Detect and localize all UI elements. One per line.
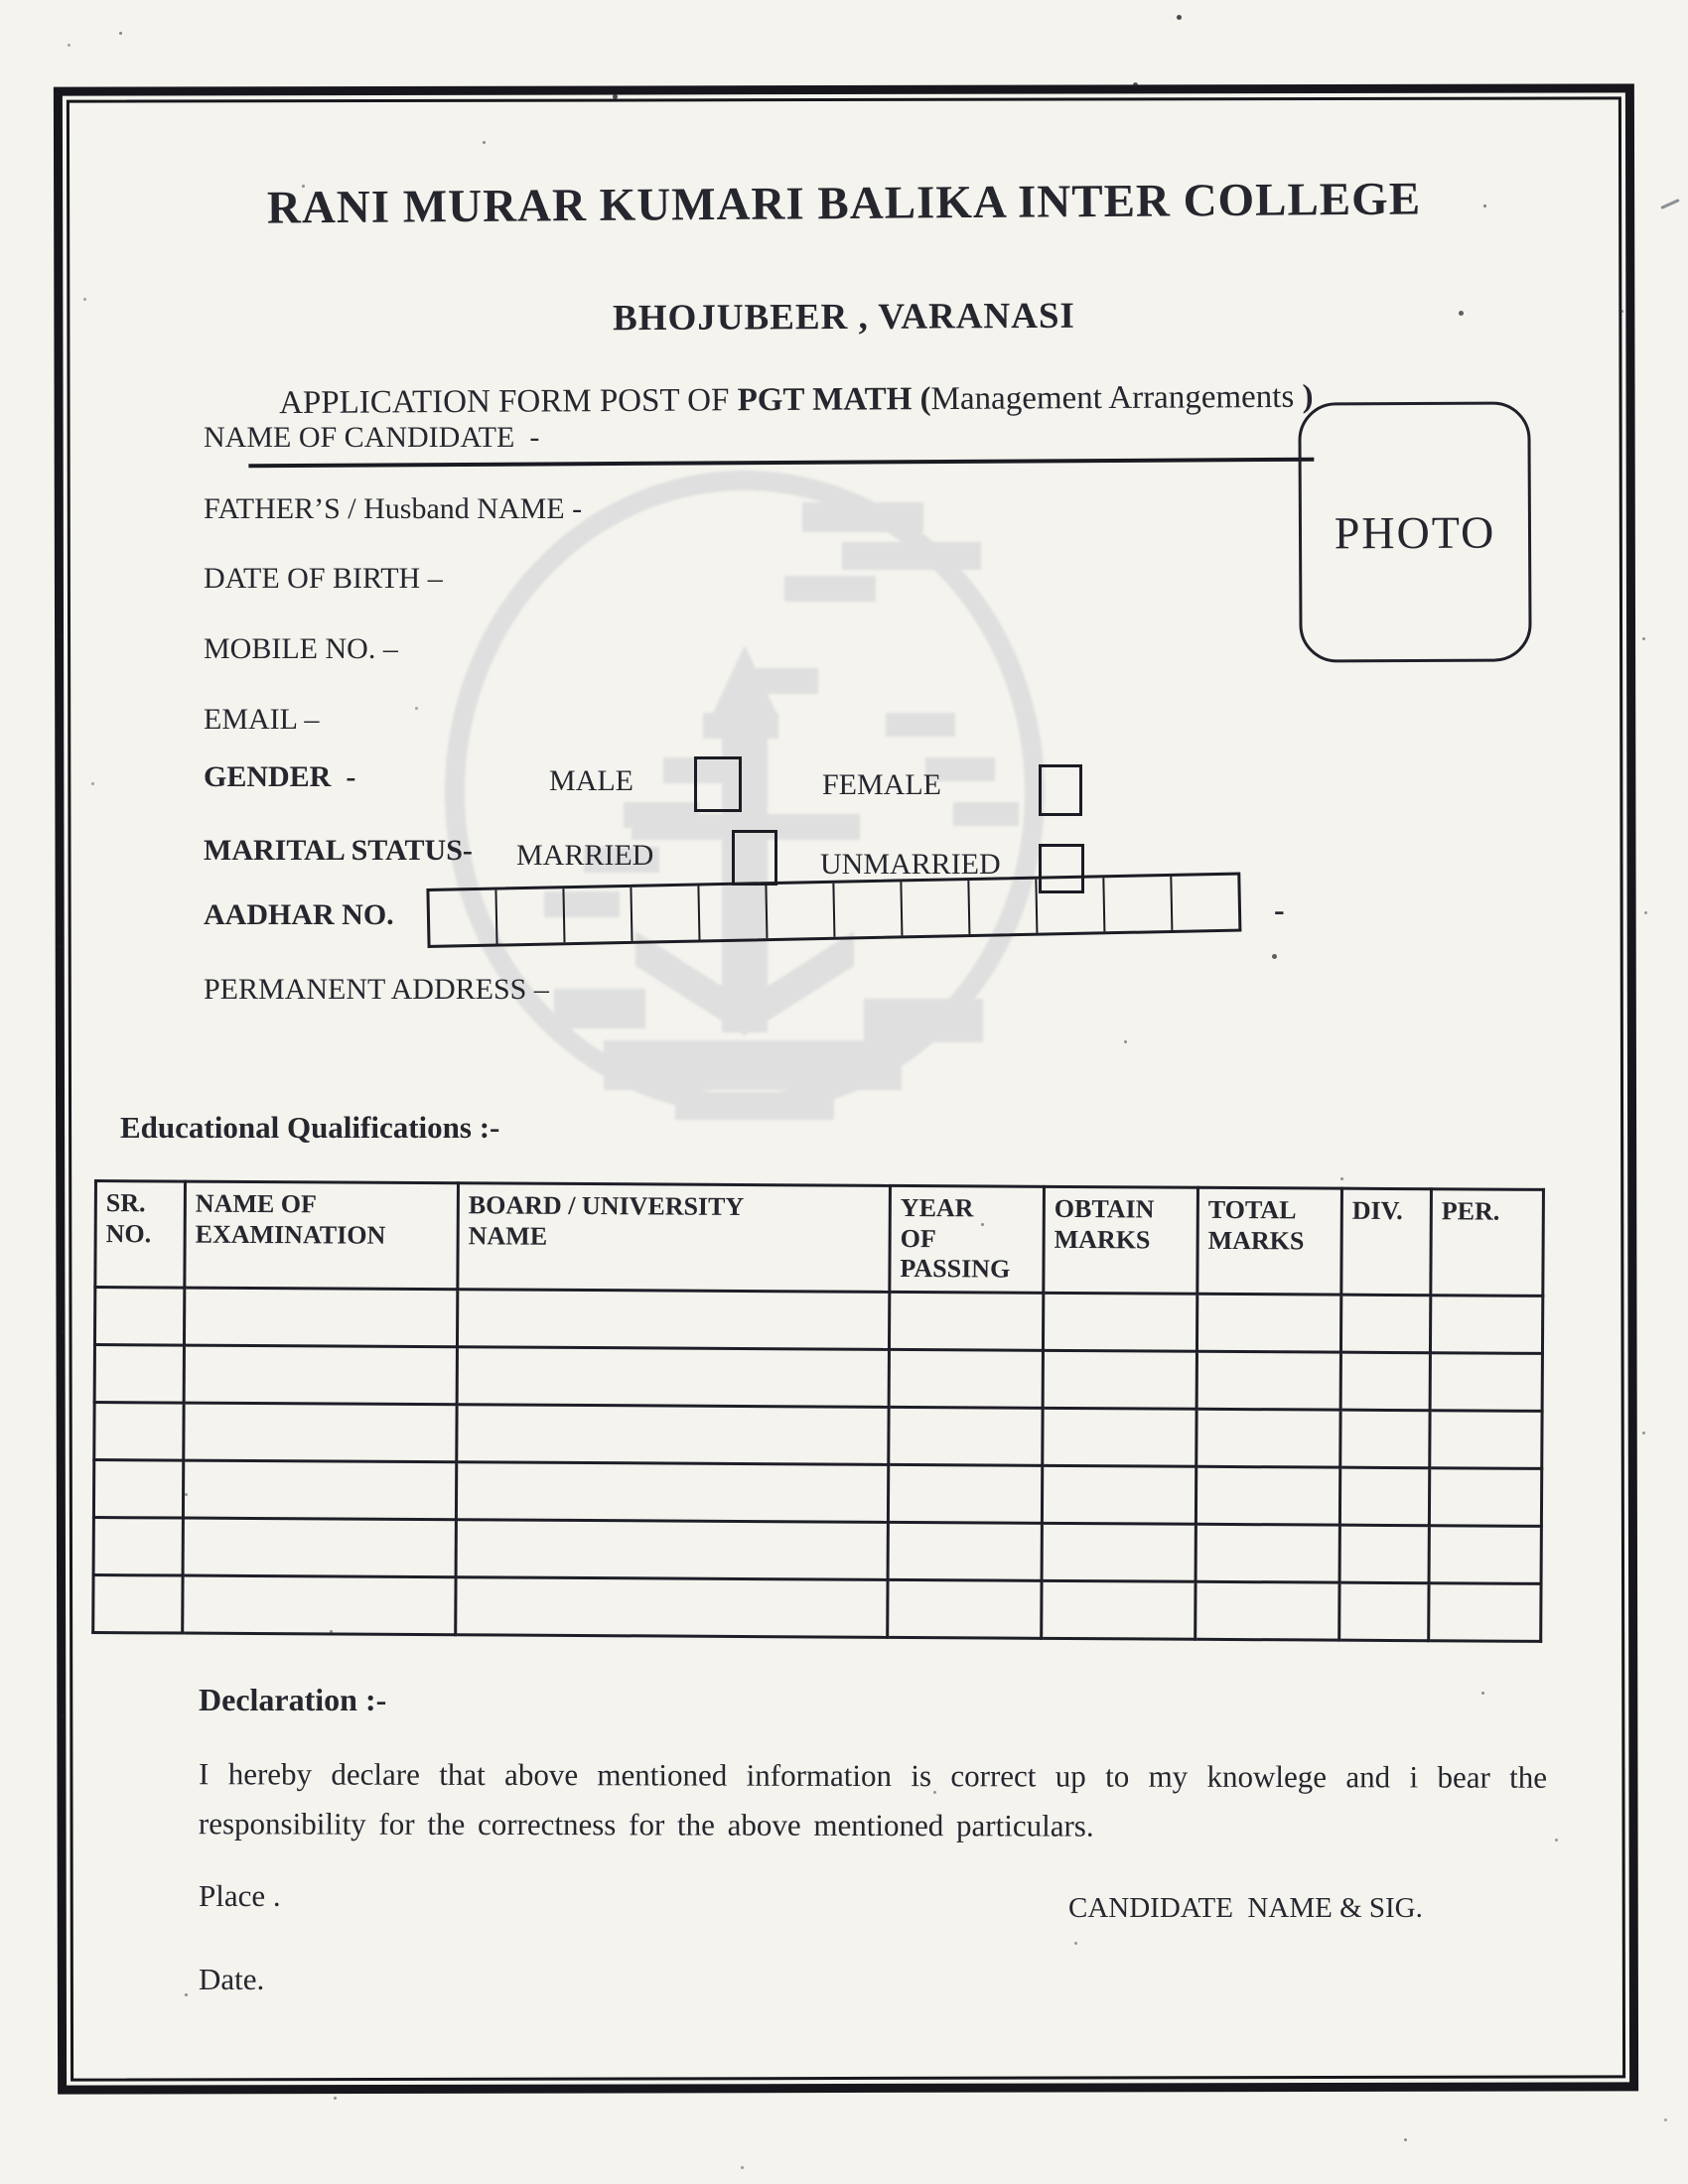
declaration-body: I hereby declare that above mentioned information is correct up to my knowlege and i bear the responsibility for the correctness for the above mentioned particulars. [198,1756,1548,1843]
aadhaar-digit-cell[interactable] [564,887,633,942]
form-title-note: Management Arrangements [930,378,1295,418]
qualification-cell[interactable] [94,1288,184,1346]
aadhaar-digit-cell[interactable] [699,885,768,939]
qualification-cell[interactable] [1429,1583,1541,1642]
qualification-cell[interactable] [93,1460,183,1519]
qualification-cell[interactable] [93,1575,183,1634]
form-title-prefix: APPLICATION FORM POST OF [279,382,738,422]
qualification-cell[interactable] [1340,1352,1430,1411]
gender-label: GENDER - [204,760,356,793]
qualification-row [93,1460,1541,1527]
qualification-cell[interactable] [1042,1465,1196,1524]
aadhaar-digit-cell[interactable] [429,890,497,945]
aadhaar-suffix-dash: - [1274,891,1285,927]
qualification-row [93,1518,1541,1584]
field-permanent-address: PERMANENT ADDRESS – [204,973,549,1006]
qualification-cell[interactable] [1430,1411,1542,1469]
college-location: BHOJUBEER , VARANASI [612,295,1076,340]
qualification-cell[interactable] [184,1403,457,1462]
aadhaar-digit-cell[interactable] [1172,876,1238,930]
aadhaar-digit-cell[interactable] [969,880,1038,934]
form-title-suffix: ) [1294,378,1314,415]
field-name-of-candidate: NAME OF CANDIDATE - [204,421,540,454]
qualification-cell[interactable] [1430,1353,1542,1412]
col-header-board-university-name: BOARD / UNIVERSITY NAME [458,1183,891,1293]
photo-label: PHOTO [1334,506,1496,558]
college-name-title: RANI MURAR KUMARI BALIKA INTER COLLEGE [266,173,1422,234]
qualification-cell[interactable] [1340,1295,1430,1353]
date-label: Date. [199,1962,265,1996]
qualification-cell[interactable] [888,1579,1042,1638]
qualification-cell[interactable] [183,1575,456,1635]
marital-option-married-label: MARRIED [516,839,654,872]
male-checkbox[interactable] [694,756,742,812]
field-email: EMAIL – [204,703,320,736]
field-date-of-birth: DATE OF BIRTH – [204,562,443,595]
marital-status-label: MARITAL STATUS- [204,834,473,867]
qualification-cell[interactable] [1196,1581,1339,1640]
scan-speckles [0,0,3,3]
qualification-row [94,1345,1542,1412]
qualification-cell[interactable] [1196,1466,1339,1525]
qualification-cell[interactable] [184,1288,457,1347]
qualification-row [94,1403,1542,1469]
qualifications-heading: Educational Qualifications :- [120,1110,500,1145]
candidate-signature-label: CANDIDATE NAME & SIG. [1068,1892,1423,1924]
aadhaar-digit-cell[interactable] [834,882,903,936]
qualification-cell[interactable] [1196,1409,1340,1467]
col-header-per: PER. [1431,1189,1544,1297]
qualification-cell[interactable] [1043,1350,1196,1409]
qualification-cell[interactable] [184,1345,457,1405]
qualification-cell[interactable] [1430,1296,1542,1354]
qualification-cell[interactable] [889,1407,1043,1465]
qualification-cell[interactable] [1339,1525,1429,1583]
aadhaar-digit-cell[interactable] [767,884,835,938]
qualification-cell[interactable] [183,1460,456,1520]
qualification-cell[interactable] [457,1347,889,1408]
qualification-cell[interactable] [183,1518,456,1577]
qualification-cell[interactable] [457,1290,889,1350]
qualification-cell[interactable] [1340,1410,1430,1468]
qualification-cell[interactable] [94,1345,184,1404]
field-mobile-no: MOBILE NO. – [204,632,398,665]
qualification-cell[interactable] [1196,1294,1340,1352]
female-checkbox[interactable] [1039,764,1082,816]
col-header-year-of-passing: YEAR OF PASSING [890,1185,1045,1293]
col-header-total-marks: TOTAL MARKS [1197,1187,1342,1295]
qualification-cell[interactable] [1339,1467,1429,1526]
col-header-obtain-marks: OBTAIN MARKS [1044,1186,1198,1294]
qualification-cell[interactable] [889,1349,1043,1408]
qualification-row [94,1288,1542,1354]
form-title-post: PGT MATH ( [737,381,931,419]
qualification-cell[interactable] [1429,1468,1541,1527]
aadhaar-digit-cell[interactable] [632,886,700,940]
qualification-cell[interactable] [456,1520,888,1580]
qualification-cell[interactable] [94,1403,184,1461]
married-checkbox[interactable] [732,830,777,886]
qualifications-table [91,1179,1545,1643]
qualification-cell[interactable] [1043,1293,1196,1351]
qualification-cell[interactable] [93,1518,183,1576]
col-header-div: DIV. [1341,1188,1432,1296]
qualification-cell[interactable] [889,1292,1043,1350]
field-father-husband-name: FATHER’S / Husband NAME - [204,492,583,525]
qualification-cell[interactable] [888,1522,1042,1580]
aadhaar-digit-cell[interactable] [1104,877,1173,931]
aadhaar-label: AADHAR NO. [204,898,394,931]
aadhaar-digit-cell[interactable] [1037,878,1105,932]
qualification-cell[interactable] [1042,1523,1196,1581]
gender-option-male-label: MALE [549,764,633,797]
col-header-sr-no: SR. NO. [95,1181,186,1289]
gender-option-female-label: FEMALE [822,768,941,801]
qualification-cell[interactable] [1339,1582,1429,1641]
place-label: Place . [199,1878,281,1913]
qualification-cell[interactable] [1043,1408,1196,1466]
aadhaar-digit-cell[interactable] [902,881,970,935]
qualification-cell[interactable] [1429,1526,1541,1584]
photo-placeholder-box [1298,401,1531,662]
declaration-heading: Declaration :- [199,1682,387,1717]
qualification-cell[interactable] [1196,1351,1340,1410]
aadhaar-digit-cell[interactable] [496,888,565,943]
qualification-cell[interactable] [888,1464,1042,1523]
col-header-name-of-examination: NAME OF EXAMINATION [185,1181,459,1290]
qualification-cell[interactable] [1042,1580,1196,1639]
qualification-cell[interactable] [1196,1524,1339,1582]
marital-option-unmarried-label: UNMARRIED [820,848,1001,881]
qualification-cell[interactable] [456,1577,888,1638]
qualification-cell[interactable] [457,1405,889,1465]
qualification-cell[interactable] [456,1462,888,1523]
qualifications-header-row [95,1181,1544,1297]
qualification-row [93,1575,1541,1642]
qualifications-table-body [93,1288,1543,1642]
